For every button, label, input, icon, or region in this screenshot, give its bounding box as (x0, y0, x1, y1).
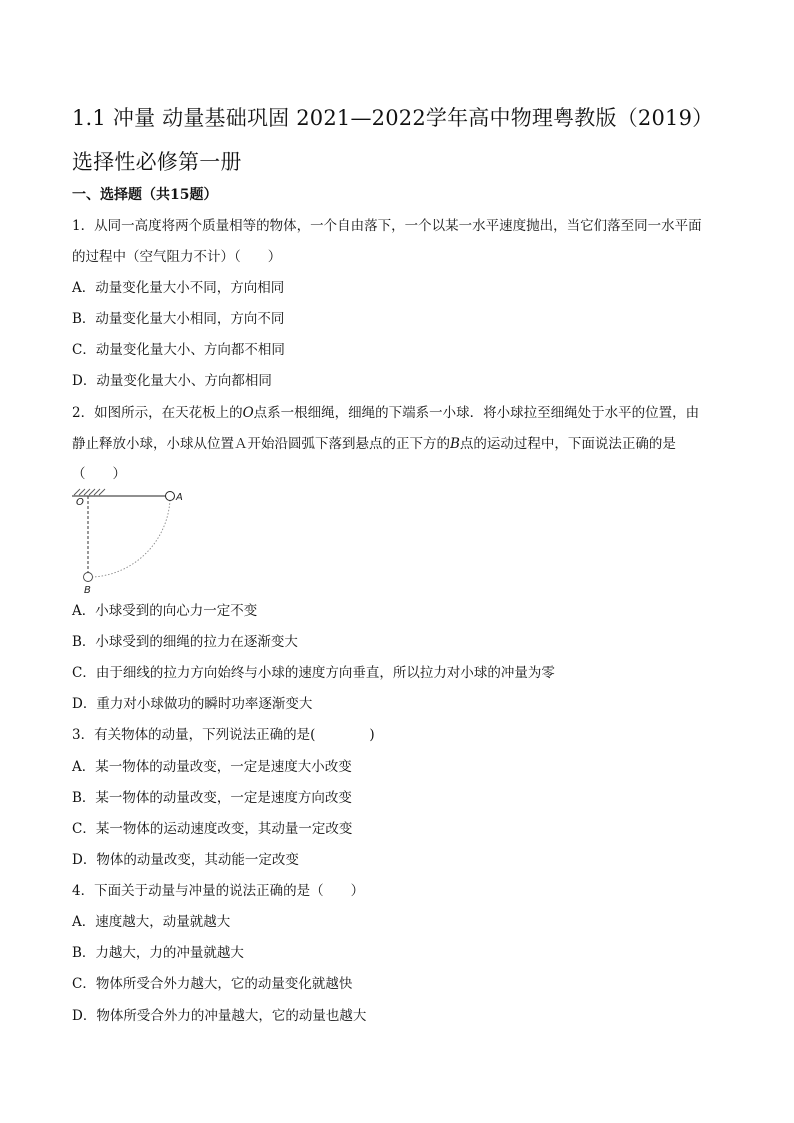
arc-path (93, 500, 170, 577)
q2-stem-text: 静止释放小球，小球从位置Ａ开始沿圆弧下落到悬点的正下方的 (72, 436, 450, 452)
page-title: 1.1 冲量 动量基础巩固 2021—2022学年高中物理粤教版（2019）选择性必修第一册 (72, 106, 714, 174)
question-3-stem: 3．有关物体的动量，下列说法正确的是( ) (72, 727, 375, 743)
question-1-option-b: B．动量变化量大小相同，方向不同 (72, 311, 285, 327)
question-1-option-d: D．动量变化量大小、方向都相同 (72, 373, 272, 389)
question-1-option-a: A．动量变化量大小不同，方向相同 (72, 280, 285, 296)
question-4-option-a: A．速度越大，动量就越大 (72, 914, 231, 930)
q2-stem-text: 点的运动过程中，下面说法正确的是 (459, 436, 676, 452)
question-1-stem-line-1: 1．从同一高度将两个质量相等的物体，一个自由落下，一个以某一水平速度抛出，当它们落至同一水平面 (72, 218, 702, 234)
question-1-stem-line-2: 的过程中（空气阻力不计）（ ） (72, 249, 282, 265)
question-1-option-c: C．动量变化量大小、方向都不相同 (72, 342, 285, 358)
label-o: O (76, 497, 84, 508)
q2-point-o: O (242, 405, 254, 421)
label-a: A (176, 492, 183, 503)
ceiling-hatching (74, 489, 105, 495)
q2-point-b: B (450, 436, 460, 452)
question-4-option-d: D．物体所受合外力的冲量越大，它的动量也越大 (72, 1008, 367, 1024)
question-4-option-c: C．物体所受合外力越大，它的动量变化就越快 (72, 976, 353, 992)
question-2-option-b: B．小球受到的细绳的拉力在逐渐变大 (72, 634, 298, 650)
question-2-option-c: C．由于细线的拉力方向始终与小球的速度方向垂直，所以拉力对小球的冲量为零 (72, 665, 555, 681)
section-header: 一、选择题（共15题） (72, 187, 218, 203)
label-b: B (84, 585, 91, 596)
question-2-option-a: A．小球受到的向心力一定不变 (72, 603, 258, 619)
question-4-option-b: B．力越大，力的冲量就越大 (72, 945, 244, 961)
ball-at-a (166, 492, 175, 501)
question-3-option-c: C．某一物体的运动速度改变，其动量一定改变 (72, 821, 353, 837)
ball-at-b (84, 573, 93, 582)
question-3-option-a: A．某一物体的动量改变，一定是速度大小改变 (72, 759, 352, 775)
pendulum-figure (70, 485, 190, 600)
question-2-option-d: D．重力对小球做功的瞬时功率逐渐变大 (72, 696, 313, 712)
question-2-stem-line-1 (72, 403, 699, 423)
question-2-stem-line-2 (72, 434, 676, 454)
q2-stem-text: 点系一根细绳，细绳的下端系一小球．将小球拉至细绳处于水平的位置，由 (253, 405, 700, 421)
question-3-option-d: D．物体的动量改变，其动能一定改变 (72, 852, 299, 868)
question-2-stem-line-3: （ ） (72, 466, 126, 482)
question-4-stem: 4．下面关于动量与冲量的说法正确的是（ ） (72, 883, 365, 899)
q2-stem-text: 2．如图所示，在天花板上的 (72, 405, 243, 421)
question-3-option-b: B．某一物体的动量改变，一定是速度方向改变 (72, 790, 352, 806)
